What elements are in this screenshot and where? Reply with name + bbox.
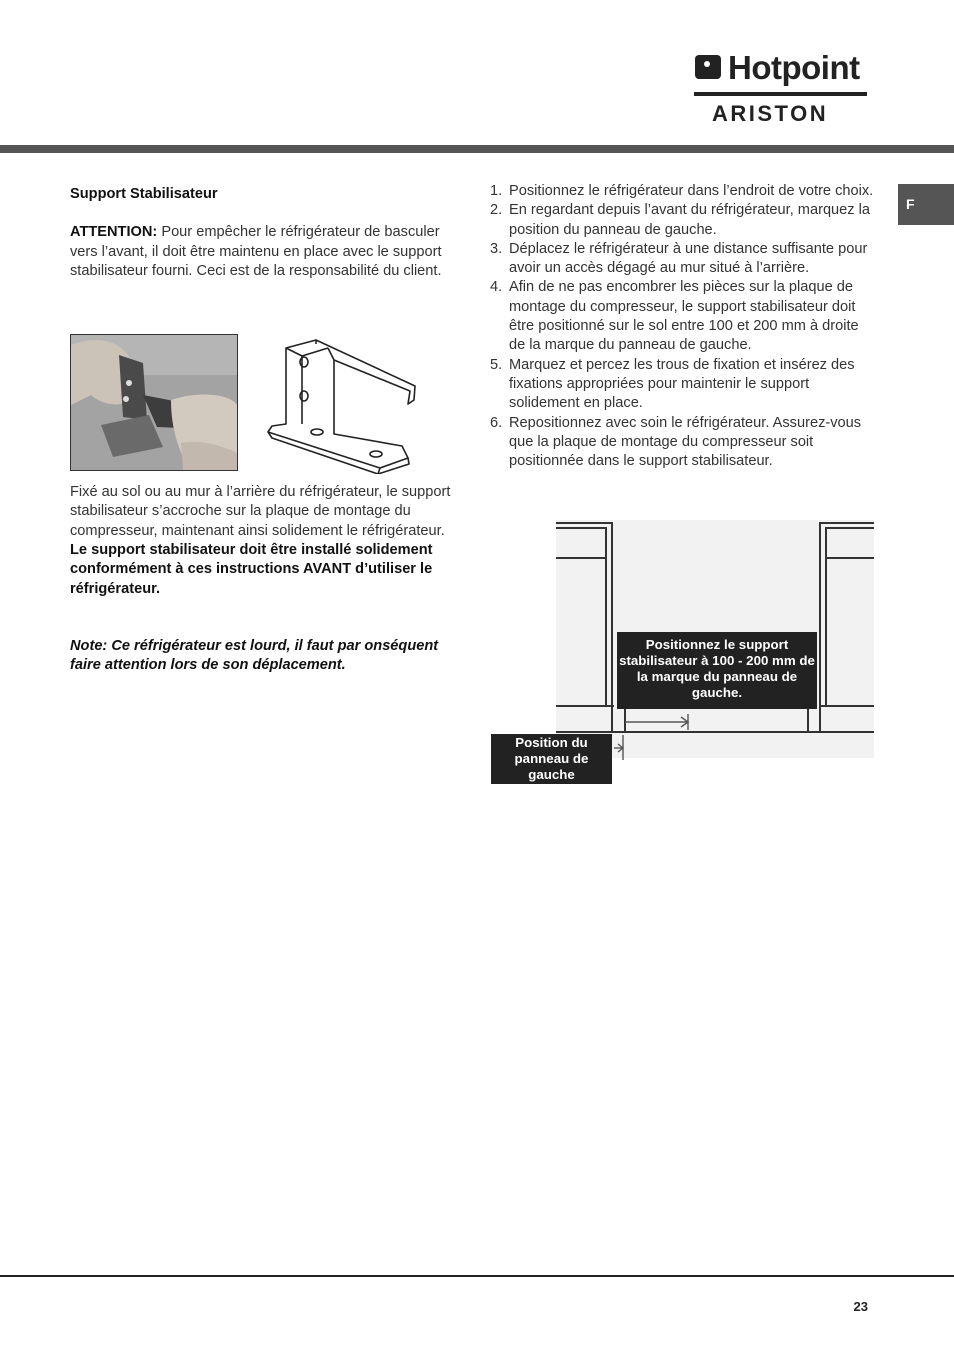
step-number: 4. <box>490 279 503 296</box>
list-item <box>490 356 875 414</box>
attention-label: ATTENTION: <box>70 224 158 241</box>
step-number: 2. <box>490 202 503 219</box>
logo-mark-icon <box>695 55 721 79</box>
page-number: 23 <box>853 1299 868 1314</box>
list-item <box>490 414 875 472</box>
step-number: 5. <box>490 356 503 373</box>
step-text: Positionnez le réfrigérateur dans l’endroit de votre choix. <box>509 183 874 199</box>
section-title: Support Stabilisateur <box>70 186 218 202</box>
warning-paragraph: Le support stabilisateur doit être installé solidement conformément à ces instructions AVANT d’utiliser le réfrigérateur. <box>70 542 433 597</box>
step-text: Repositionnez avec soin le réfrigérateur. Assurez-vous que la plaque de montage du compresseur soit positionnée dans le support stabilisateur. <box>509 414 862 470</box>
list-item <box>490 278 875 355</box>
list-item <box>490 182 875 201</box>
step-text: Déplacez le réfrigérateur à une distance suffisante pour avoir un accès dégagé au mur situé à l’arrière. <box>509 240 868 277</box>
stabiliser-bracket-icon <box>262 334 422 474</box>
fixation-paragraph: Fixé au sol ou au mur à l’arrière du réfrigérateur, le support stabilisateur s’accroche sur la plaque de montage du compresseur, maintenant ainsi solidement le réfrigérateur. <box>70 484 451 539</box>
language-tab: F <box>898 184 954 225</box>
list-item <box>490 240 875 279</box>
brand-logo <box>694 50 869 128</box>
step-number: 3. <box>490 240 503 257</box>
step-text: Afin de ne pas encombrer les pièces sur la plaque de montage du compresseur, le support stabilisateur doit être positionné sur le sol entre 100 et 200 mm à droite de la marque du panneau de gauche. <box>509 279 859 354</box>
list-item <box>490 201 875 240</box>
attention-paragraph <box>70 223 455 281</box>
header-bar <box>0 145 954 153</box>
callout-panel-position: Position du panneau de gauche <box>491 734 612 784</box>
step-text: En regardant depuis l’avant du réfrigérateur, marquez la position du panneau de gauche. <box>509 202 871 238</box>
attention-text: Pour empêcher le réfrigérateur de basculer vers l’avant, il doit être maintenu en place avec le support stabilisateur fourni. Ceci est de la responsabilité du client. <box>70 224 442 279</box>
step-number: 6. <box>490 414 503 431</box>
hand-bracket-image <box>71 335 237 470</box>
step-number: 1. <box>490 183 503 199</box>
footer-rule <box>0 1275 954 1277</box>
bracket-drawing <box>262 334 422 474</box>
step-text: Marquez et percez les trous de fixation et insérez des fixations appropriées pour maintenir le support solidement en place. <box>509 356 855 412</box>
installation-photo <box>70 334 238 471</box>
logo-brand: Hotpoint <box>728 49 860 86</box>
callout-support-position: Positionnez le support stabilisateur à 100 - 200 mm de la marque du panneau de gauche. <box>617 632 817 709</box>
logo-subbrand: ARISTON <box>712 101 829 126</box>
logo-rule <box>694 92 867 96</box>
installation-steps <box>490 182 875 471</box>
note-paragraph: Note: Ce réfrigérateur est lourd, il faut par onséquent faire attention lors de son déplacement. <box>70 637 439 674</box>
